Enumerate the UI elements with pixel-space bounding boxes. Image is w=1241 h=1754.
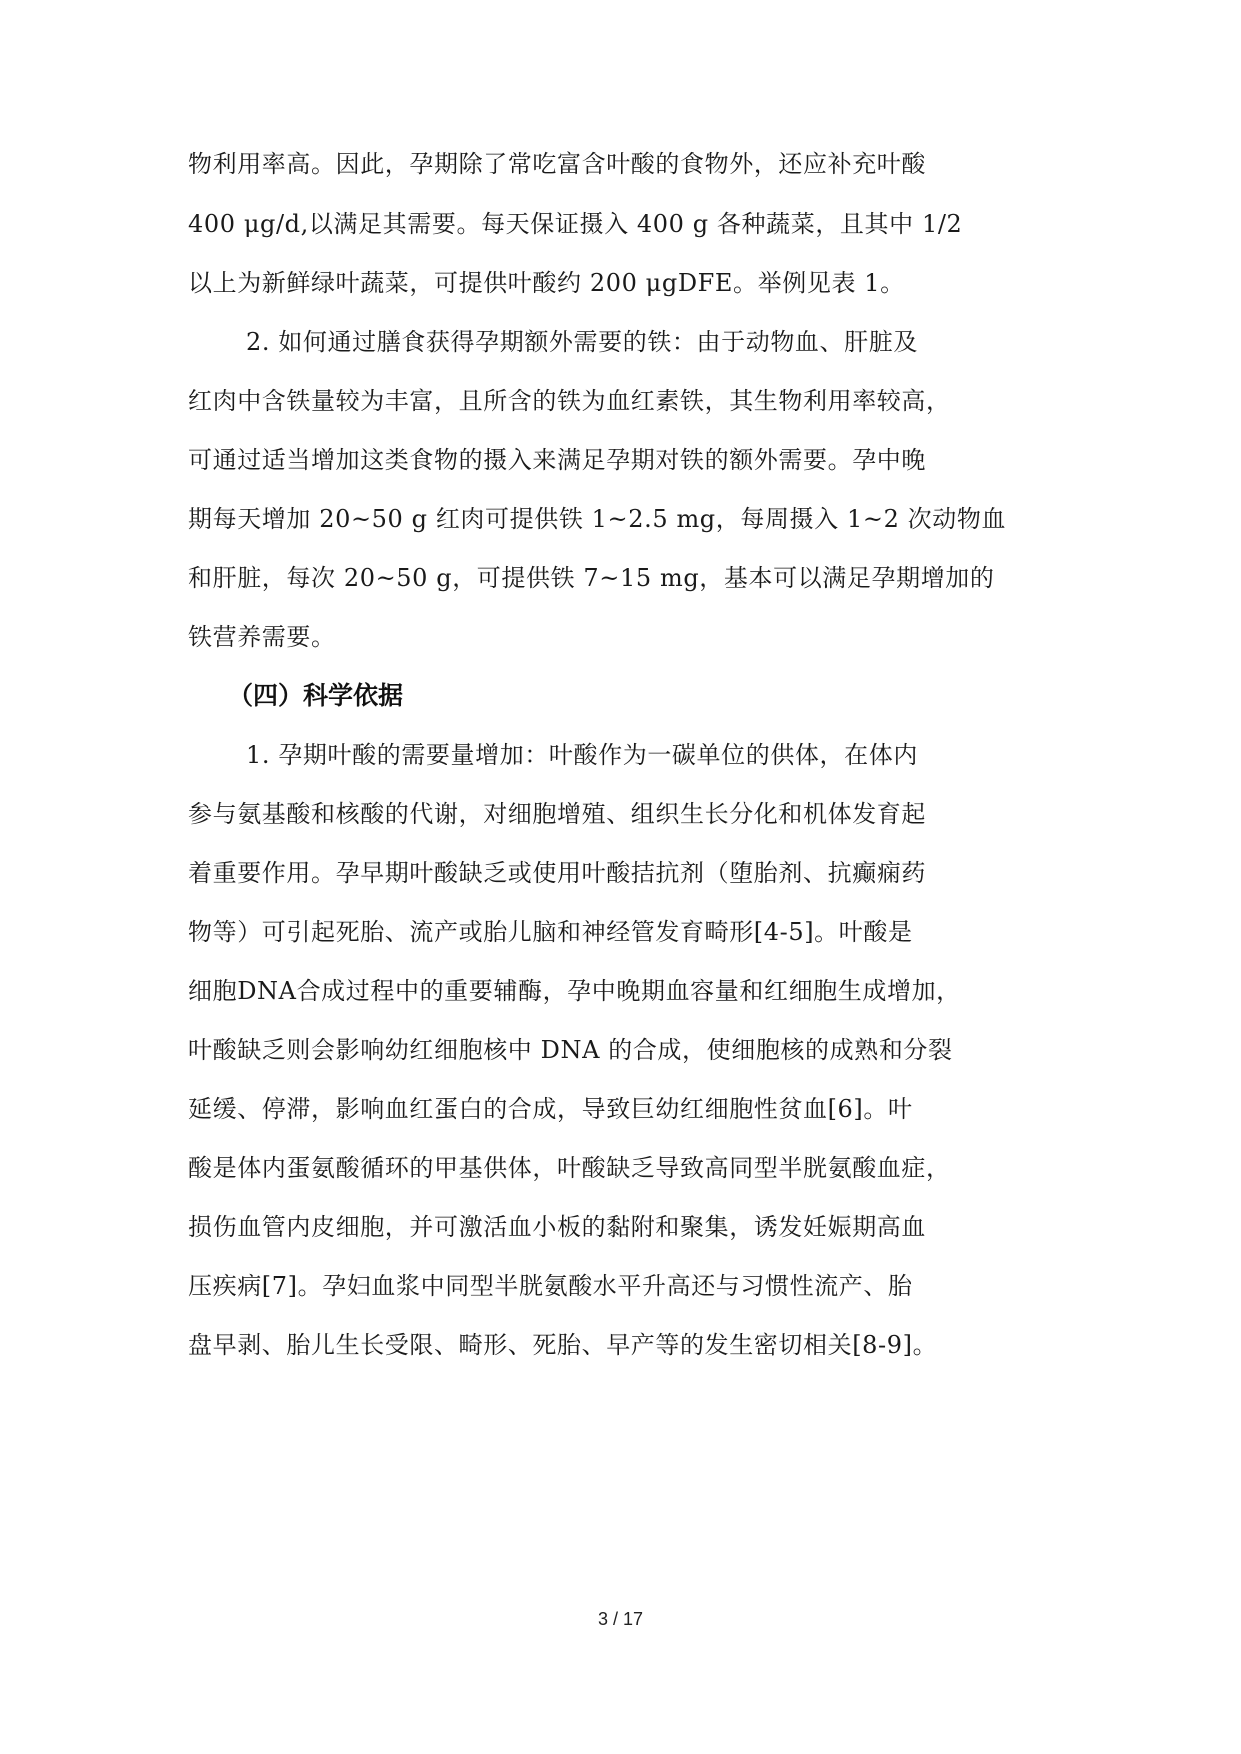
text-line: 可通过适当增加这类食物的摄入来满足孕期对铁的额外需要。孕中晚 <box>188 446 926 474</box>
text-line: 物等）可引起死胎、流产或胎儿脑和神经管发育畸形[4-5]。叶酸是 <box>188 918 913 946</box>
text-line: 铁营养需要。 <box>188 623 336 651</box>
text-line: 物利用率高。因此，孕期除了常吃富含叶酸的食物外，还应补充叶酸 <box>188 150 926 178</box>
text-line: 参与氨基酸和核酸的代谢，对细胞增殖、组织生长分化和机体发育起 <box>188 800 926 828</box>
text-line: 以上为新鲜绿叶蔬菜，可提供叶酸约 200 μgDFE。举例见表 1。 <box>188 269 905 297</box>
text-line: 叶酸缺乏则会影响幼红细胞核中 DNA 的合成，使细胞核的成熟和分裂 <box>188 1036 953 1064</box>
section-heading: （四）科学依据 <box>228 681 404 710</box>
text-line: 盘早剥、胎儿生长受限、畸形、死胎、早产等的发生密切相关[8-9]。 <box>188 1331 938 1359</box>
text-line: 1. 孕期叶酸的需要量增加：叶酸作为一碳单位的供体，在体内 <box>246 741 918 769</box>
text-line: 着重要作用。孕早期叶酸缺乏或使用叶酸拮抗剂（堕胎剂、抗癫痫药 <box>188 859 926 887</box>
text-line: 期每天增加 20~50 g 红肉可提供铁 1~2.5 mg，每周摄入 1~2 次动物血 <box>188 505 1007 533</box>
text-line: 损伤血管内皮细胞，并可激活血小板的黏附和聚集，诱发妊娠期高血 <box>188 1213 926 1241</box>
text-line: 延缓、停滞，影响血红蛋白的合成，导致巨幼红细胞性贫血[6]。叶 <box>188 1095 913 1123</box>
text-line: 细胞DNA合成过程中的重要辅酶，孕中晚期血容量和红细胞生成增加， <box>188 977 961 1005</box>
text-line: 压疾病[7]。孕妇血浆中同型半胱氨酸水平升高还与习惯性流产、胎 <box>188 1272 913 1300</box>
page-number: 3 / 17 <box>597 1609 644 1629</box>
text-line: 2. 如何通过膳食获得孕期额外需要的铁：由于动物血、肝脏及 <box>246 328 918 356</box>
text-line: 红肉中含铁量较为丰富，且所含的铁为血红素铁，其生物利用率较高， <box>188 387 951 415</box>
text-line: 400 μg/d,以满足其需要。每天保证摄入 400 g 各种蔬菜，且其中 1/2 <box>188 210 963 238</box>
text-line: 和肝脏，每次 20~50 g，可提供铁 7~15 mg，基本可以满足孕期增加的 <box>188 564 995 592</box>
text-line: 酸是体内蛋氨酸循环的甲基供体，叶酸缺乏导致高同型半胱氨酸血症， <box>188 1154 951 1182</box>
